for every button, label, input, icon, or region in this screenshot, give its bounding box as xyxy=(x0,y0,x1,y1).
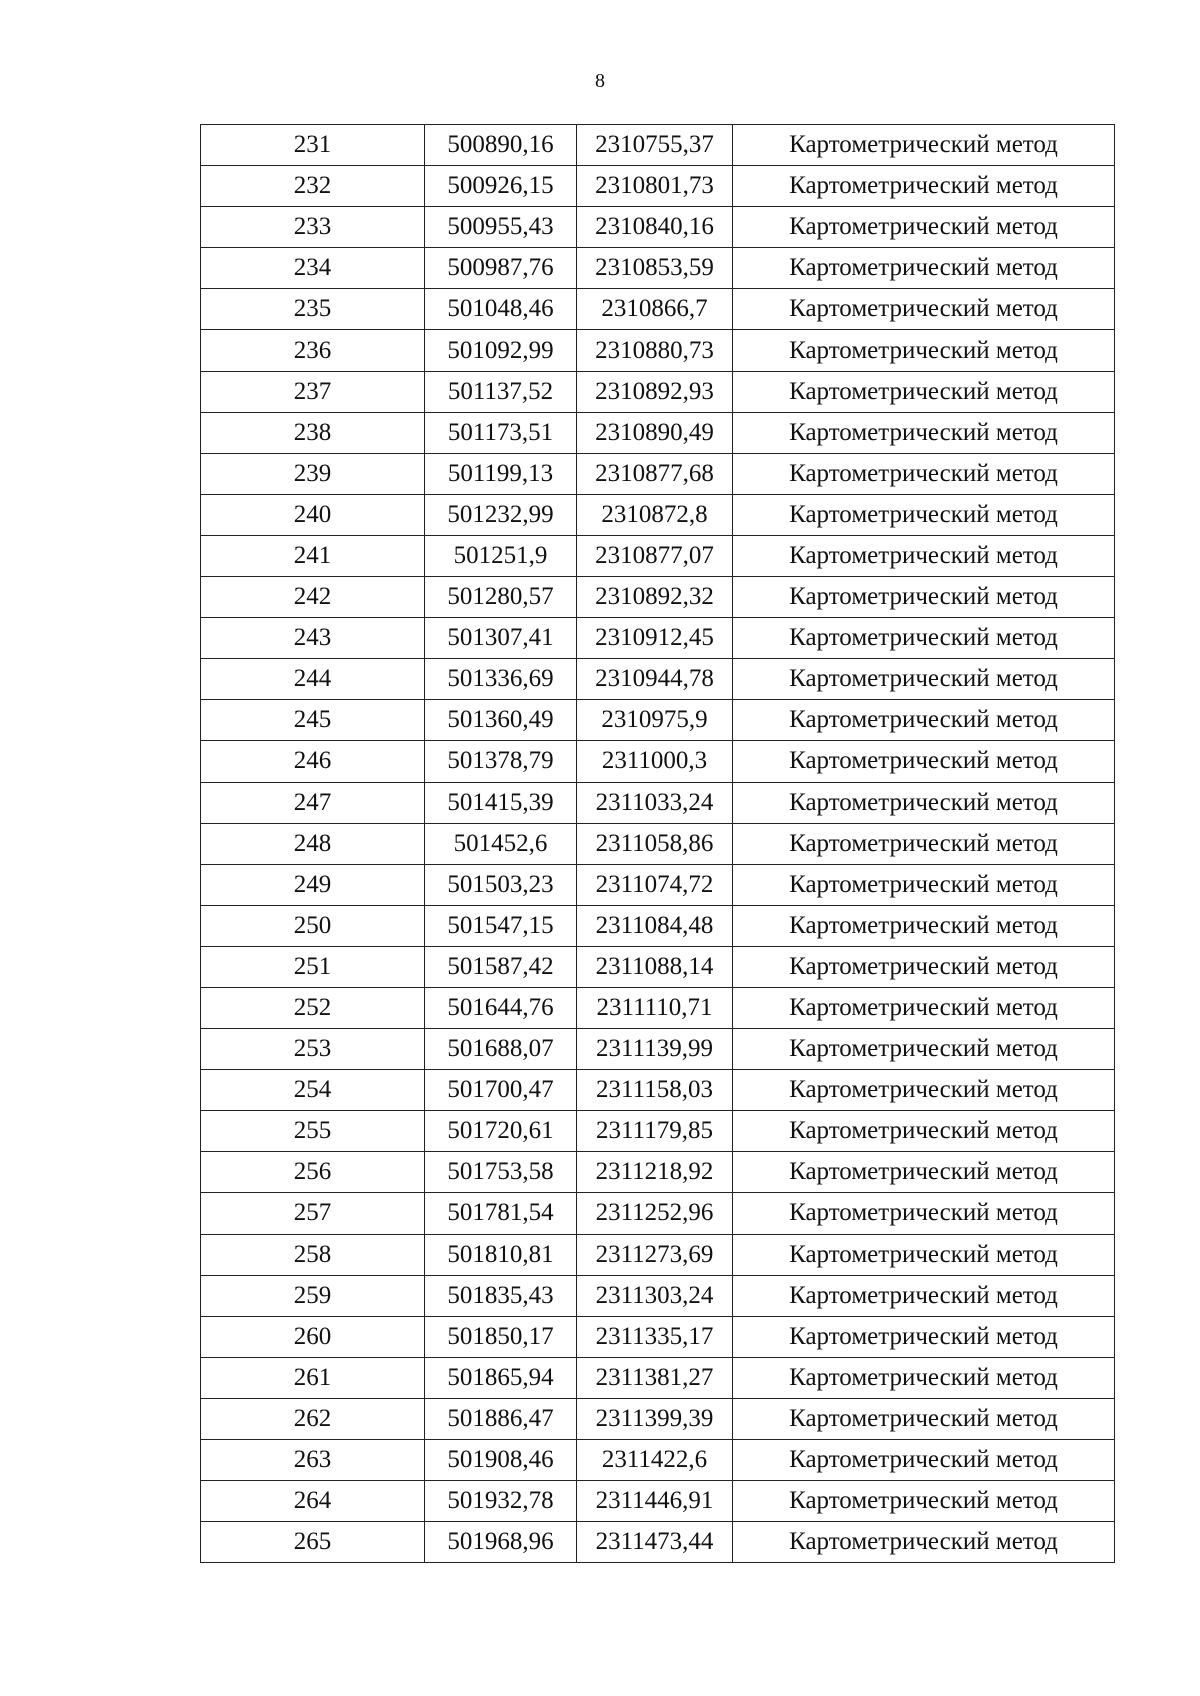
table-row xyxy=(201,1357,1115,1398)
table-row xyxy=(201,659,1115,700)
x-coordinate-cell: 500955,43 xyxy=(425,207,577,248)
point-number-cell: 243 xyxy=(201,618,425,659)
method-cell: Картометрический метод xyxy=(733,1234,1115,1275)
y-coordinate-cell: 2311399,39 xyxy=(577,1398,733,1439)
y-coordinate-cell: 2310853,59 xyxy=(577,248,733,289)
method-cell: Картометрический метод xyxy=(733,1152,1115,1193)
point-number-cell: 264 xyxy=(201,1481,425,1522)
point-number-cell: 259 xyxy=(201,1275,425,1316)
y-coordinate-cell: 2311422,6 xyxy=(577,1440,733,1481)
x-coordinate-cell: 500926,15 xyxy=(425,166,577,207)
table-row xyxy=(201,741,1115,782)
method-cell: Картометрический метод xyxy=(733,741,1115,782)
y-coordinate-cell: 2311335,17 xyxy=(577,1316,733,1357)
x-coordinate-cell: 501968,96 xyxy=(425,1522,577,1563)
point-number-cell: 252 xyxy=(201,987,425,1028)
method-cell: Картометрический метод xyxy=(733,1398,1115,1439)
y-coordinate-cell: 2311158,03 xyxy=(577,1070,733,1111)
y-coordinate-cell: 2311446,91 xyxy=(577,1481,733,1522)
point-number-cell: 244 xyxy=(201,659,425,700)
y-coordinate-cell: 2310890,49 xyxy=(577,412,733,453)
table-row xyxy=(201,1316,1115,1357)
table-row xyxy=(201,330,1115,371)
x-coordinate-cell: 501835,43 xyxy=(425,1275,577,1316)
point-number-cell: 237 xyxy=(201,371,425,412)
y-coordinate-cell: 2311074,72 xyxy=(577,864,733,905)
table-row xyxy=(201,207,1115,248)
table-row xyxy=(201,125,1115,166)
y-coordinate-cell: 2310872,8 xyxy=(577,494,733,535)
table-row xyxy=(201,1481,1115,1522)
method-cell: Картометрический метод xyxy=(733,946,1115,987)
table-row xyxy=(201,782,1115,823)
point-number-cell: 256 xyxy=(201,1152,425,1193)
method-cell: Картометрический метод xyxy=(733,125,1115,166)
method-cell: Картометрический метод xyxy=(733,823,1115,864)
y-coordinate-cell: 2311110,71 xyxy=(577,987,733,1028)
y-coordinate-cell: 2311303,24 xyxy=(577,1275,733,1316)
method-cell: Картометрический метод xyxy=(733,289,1115,330)
x-coordinate-cell: 501908,46 xyxy=(425,1440,577,1481)
method-cell: Картометрический метод xyxy=(733,1481,1115,1522)
table-row xyxy=(201,535,1115,576)
method-cell: Картометрический метод xyxy=(733,1029,1115,1070)
table-row xyxy=(201,1234,1115,1275)
table-row xyxy=(201,1070,1115,1111)
x-coordinate-cell: 500987,76 xyxy=(425,248,577,289)
x-coordinate-cell: 501173,51 xyxy=(425,412,577,453)
y-coordinate-cell: 2310840,16 xyxy=(577,207,733,248)
method-cell: Картометрический метод xyxy=(733,207,1115,248)
table-row xyxy=(201,1029,1115,1070)
method-cell: Картометрический метод xyxy=(733,1357,1115,1398)
method-cell: Картометрический метод xyxy=(733,330,1115,371)
table-row xyxy=(201,289,1115,330)
table-row xyxy=(201,987,1115,1028)
y-coordinate-cell: 2311381,27 xyxy=(577,1357,733,1398)
method-cell: Картометрический метод xyxy=(733,864,1115,905)
table-row xyxy=(201,453,1115,494)
table-row xyxy=(201,1111,1115,1152)
point-number-cell: 258 xyxy=(201,1234,425,1275)
table-row xyxy=(201,864,1115,905)
x-coordinate-cell: 501137,52 xyxy=(425,371,577,412)
x-coordinate-cell: 501251,9 xyxy=(425,535,577,576)
x-coordinate-cell: 501781,54 xyxy=(425,1193,577,1234)
point-number-cell: 231 xyxy=(201,125,425,166)
x-coordinate-cell: 501307,41 xyxy=(425,618,577,659)
point-number-cell: 234 xyxy=(201,248,425,289)
x-coordinate-cell: 501547,15 xyxy=(425,905,577,946)
point-number-cell: 257 xyxy=(201,1193,425,1234)
method-cell: Картометрический метод xyxy=(733,577,1115,618)
method-cell: Картометрический метод xyxy=(733,1522,1115,1563)
x-coordinate-cell: 501232,99 xyxy=(425,494,577,535)
table-row xyxy=(201,1398,1115,1439)
point-number-cell: 255 xyxy=(201,1111,425,1152)
y-coordinate-cell: 2310892,93 xyxy=(577,371,733,412)
table-row xyxy=(201,823,1115,864)
method-cell: Картометрический метод xyxy=(733,905,1115,946)
point-number-cell: 240 xyxy=(201,494,425,535)
y-coordinate-cell: 2311179,85 xyxy=(577,1111,733,1152)
x-coordinate-cell: 501886,47 xyxy=(425,1398,577,1439)
point-number-cell: 265 xyxy=(201,1522,425,1563)
method-cell: Картометрический метод xyxy=(733,494,1115,535)
point-number-cell: 242 xyxy=(201,577,425,618)
x-coordinate-cell: 501932,78 xyxy=(425,1481,577,1522)
point-number-cell: 251 xyxy=(201,946,425,987)
y-coordinate-cell: 2310912,45 xyxy=(577,618,733,659)
x-coordinate-cell: 501452,6 xyxy=(425,823,577,864)
point-number-cell: 232 xyxy=(201,166,425,207)
y-coordinate-cell: 2311218,92 xyxy=(577,1152,733,1193)
y-coordinate-cell: 2311033,24 xyxy=(577,782,733,823)
x-coordinate-cell: 501810,81 xyxy=(425,1234,577,1275)
table-row xyxy=(201,946,1115,987)
table-row xyxy=(201,1152,1115,1193)
x-coordinate-cell: 501360,49 xyxy=(425,700,577,741)
x-coordinate-cell: 501850,17 xyxy=(425,1316,577,1357)
y-coordinate-cell: 2311273,69 xyxy=(577,1234,733,1275)
x-coordinate-cell: 501587,42 xyxy=(425,946,577,987)
y-coordinate-cell: 2310801,73 xyxy=(577,166,733,207)
x-coordinate-cell: 500890,16 xyxy=(425,125,577,166)
table-row xyxy=(201,905,1115,946)
y-coordinate-cell: 2310877,68 xyxy=(577,453,733,494)
point-number-cell: 248 xyxy=(201,823,425,864)
y-coordinate-cell: 2311252,96 xyxy=(577,1193,733,1234)
point-number-cell: 254 xyxy=(201,1070,425,1111)
x-coordinate-cell: 501415,39 xyxy=(425,782,577,823)
x-coordinate-cell: 501199,13 xyxy=(425,453,577,494)
point-number-cell: 249 xyxy=(201,864,425,905)
y-coordinate-cell: 2311000,3 xyxy=(577,741,733,782)
point-number-cell: 241 xyxy=(201,535,425,576)
method-cell: Картометрический метод xyxy=(733,782,1115,823)
x-coordinate-cell: 501688,07 xyxy=(425,1029,577,1070)
x-coordinate-cell: 501048,46 xyxy=(425,289,577,330)
y-coordinate-cell: 2310975,9 xyxy=(577,700,733,741)
y-coordinate-cell: 2310755,37 xyxy=(577,125,733,166)
table-row xyxy=(201,1440,1115,1481)
table-row xyxy=(201,1522,1115,1563)
point-number-cell: 262 xyxy=(201,1398,425,1439)
method-cell: Картометрический метод xyxy=(733,453,1115,494)
method-cell: Картометрический метод xyxy=(733,1193,1115,1234)
table-row xyxy=(201,1275,1115,1316)
table-row xyxy=(201,371,1115,412)
method-cell: Картометрический метод xyxy=(733,1440,1115,1481)
point-number-cell: 261 xyxy=(201,1357,425,1398)
method-cell: Картометрический метод xyxy=(733,659,1115,700)
x-coordinate-cell: 501503,23 xyxy=(425,864,577,905)
y-coordinate-cell: 2311058,86 xyxy=(577,823,733,864)
point-number-cell: 238 xyxy=(201,412,425,453)
method-cell: Картометрический метод xyxy=(733,987,1115,1028)
table-row xyxy=(201,618,1115,659)
table-row xyxy=(201,1193,1115,1234)
x-coordinate-cell: 501644,76 xyxy=(425,987,577,1028)
table-row xyxy=(201,577,1115,618)
coordinates-table xyxy=(200,124,1115,1563)
point-number-cell: 233 xyxy=(201,207,425,248)
table-row xyxy=(201,412,1115,453)
x-coordinate-cell: 501280,57 xyxy=(425,577,577,618)
x-coordinate-cell: 501753,58 xyxy=(425,1152,577,1193)
table-row xyxy=(201,166,1115,207)
point-number-cell: 236 xyxy=(201,330,425,371)
point-number-cell: 239 xyxy=(201,453,425,494)
y-coordinate-cell: 2310877,07 xyxy=(577,535,733,576)
x-coordinate-cell: 501092,99 xyxy=(425,330,577,371)
method-cell: Картометрический метод xyxy=(733,248,1115,289)
point-number-cell: 245 xyxy=(201,700,425,741)
y-coordinate-cell: 2311139,99 xyxy=(577,1029,733,1070)
x-coordinate-cell: 501336,69 xyxy=(425,659,577,700)
method-cell: Картометрический метод xyxy=(733,1316,1115,1357)
x-coordinate-cell: 501720,61 xyxy=(425,1111,577,1152)
method-cell: Картометрический метод xyxy=(733,1070,1115,1111)
y-coordinate-cell: 2311473,44 xyxy=(577,1522,733,1563)
coordinates-table-body xyxy=(201,125,1115,1563)
method-cell: Картометрический метод xyxy=(733,1275,1115,1316)
point-number-cell: 260 xyxy=(201,1316,425,1357)
point-number-cell: 263 xyxy=(201,1440,425,1481)
x-coordinate-cell: 501378,79 xyxy=(425,741,577,782)
y-coordinate-cell: 2310944,78 xyxy=(577,659,733,700)
y-coordinate-cell: 2311084,48 xyxy=(577,905,733,946)
y-coordinate-cell: 2310892,32 xyxy=(577,577,733,618)
method-cell: Картометрический метод xyxy=(733,700,1115,741)
table-row xyxy=(201,248,1115,289)
point-number-cell: 250 xyxy=(201,905,425,946)
point-number-cell: 247 xyxy=(201,782,425,823)
y-coordinate-cell: 2311088,14 xyxy=(577,946,733,987)
x-coordinate-cell: 501865,94 xyxy=(425,1357,577,1398)
point-number-cell: 235 xyxy=(201,289,425,330)
method-cell: Картометрический метод xyxy=(733,1111,1115,1152)
method-cell: Картометрический метод xyxy=(733,535,1115,576)
x-coordinate-cell: 501700,47 xyxy=(425,1070,577,1111)
method-cell: Картометрический метод xyxy=(733,371,1115,412)
point-number-cell: 253 xyxy=(201,1029,425,1070)
y-coordinate-cell: 2310866,7 xyxy=(577,289,733,330)
point-number-cell: 246 xyxy=(201,741,425,782)
table-row xyxy=(201,494,1115,535)
method-cell: Картометрический метод xyxy=(733,618,1115,659)
table-row xyxy=(201,700,1115,741)
method-cell: Картометрический метод xyxy=(733,166,1115,207)
method-cell: Картометрический метод xyxy=(733,412,1115,453)
page-number: 8 xyxy=(595,70,605,92)
y-coordinate-cell: 2310880,73 xyxy=(577,330,733,371)
